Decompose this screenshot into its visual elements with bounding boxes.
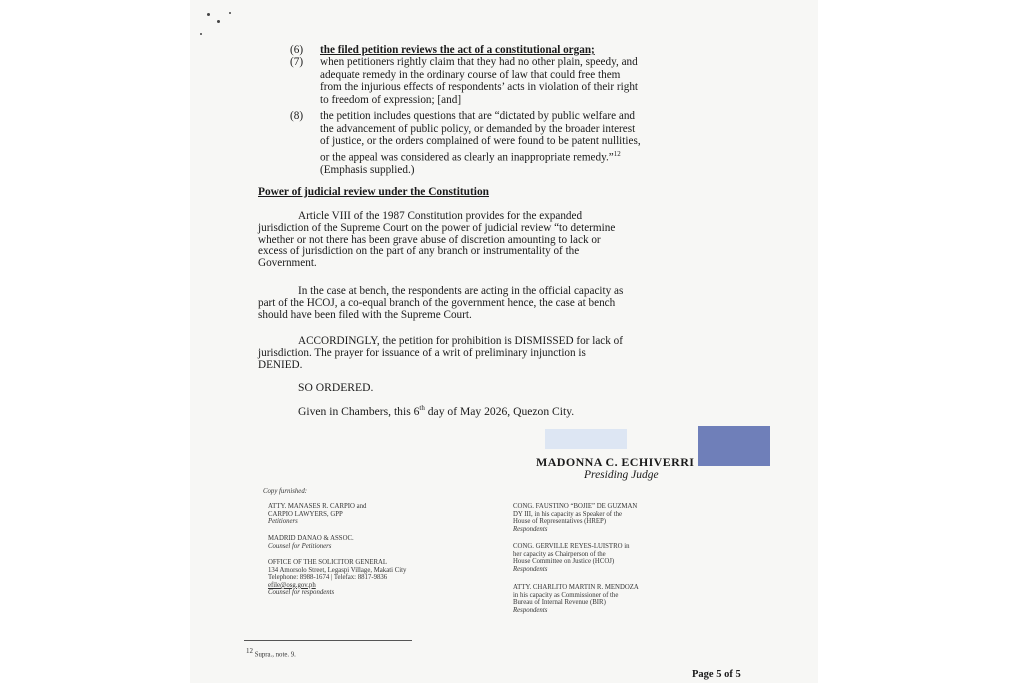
section-heading: Power of judicial review under the Constitution — [258, 186, 489, 198]
so-ordered: SO ORDERED. — [298, 381, 374, 394]
judge-title: Presiding Judge — [584, 469, 659, 481]
given-in-chambers — [298, 404, 574, 418]
paragraph-line: part of the HCOJ, a co-equal branch of the government hence, the case at bench — [258, 296, 616, 309]
page-number: Page 5 of 5 — [692, 669, 741, 680]
item-line: of justice, or the orders complained of were found to be patent nullities, — [320, 135, 641, 148]
copy-recipient-speaker — [513, 503, 753, 533]
recipient-line: 134 Amorsolo Street, Legaspi Village, Makati City — [268, 566, 407, 574]
scan-speck — [229, 12, 231, 14]
paragraph-line: ACCORDINGLY, the petition for prohibition is DISMISSED for lack of — [298, 335, 623, 347]
given-text-end: day of May 2026, Quezon City. — [424, 404, 575, 418]
recipient-line: CONG. FAUSTINO “BOJIE” DE GUZMAN — [513, 503, 638, 510]
recipient-line: DY III, in his capacity as Speaker of the — [513, 510, 623, 518]
ordinal-suffix: th — [419, 404, 425, 412]
item-text: the filed petition reviews the act of a constitutional organ; — [320, 44, 595, 56]
recipient-line: ATTY. MANASES R. CARPIO and — [268, 503, 367, 510]
redaction-box — [545, 429, 627, 449]
paragraph-line: excess of jurisdiction on the part of any branch or instrumentality of the — [258, 245, 580, 258]
recipient-line: MADRID DANAO & ASSOC. — [268, 535, 354, 542]
given-text: Given in Chambers, this 6 — [298, 404, 420, 418]
paragraph-accordingly — [258, 336, 758, 371]
item-line: or the appeal was considered as clearly an inappropriate remedy.” — [320, 151, 614, 164]
redaction-box — [698, 426, 770, 466]
paragraph-case-at-bench — [258, 286, 758, 321]
recipient-line: CONG. GERVILLE REYES-LUISTRO in — [513, 543, 630, 550]
item-line: from the injurious effects of respondents’ acts in violation of their right — [320, 81, 639, 94]
recipient-line: OFFICE OF THE SOLICITOR GENERAL — [268, 559, 388, 566]
recipient-line: Telephone: 8988-1674 | Telefax: 8817-9836 — [268, 574, 388, 582]
paragraph-line: Article VIII of the 1987 Constitution provides for the expanded — [298, 210, 583, 222]
item-line: adequate remedy in the ordinary course of law that could free them — [320, 68, 621, 81]
recipient-line: House of Representatives (HREP) — [513, 518, 607, 526]
paragraph-line: Government. — [258, 257, 317, 270]
copy-recipient-bir — [513, 584, 753, 614]
copy-recipient-counsel-petitioners — [268, 535, 508, 550]
footnote-number: 12 — [246, 647, 253, 655]
footnote — [246, 647, 296, 658]
recipient-role: Respondents — [513, 606, 548, 614]
scan-speck — [200, 33, 202, 35]
copy-recipient-petitioners — [268, 503, 508, 526]
recipient-line: her capacity as Chairperson of the — [513, 550, 606, 558]
recipient-role: Petitioners — [268, 518, 298, 526]
footnote-text: Supra., note. 9. — [254, 651, 296, 659]
recipient-email-link[interactable]: efile@osg.gov.ph — [268, 581, 316, 589]
paragraph-line: whether or not there has been grave abuse of discretion amounting to lack or — [258, 233, 601, 246]
item-line: the advancement of public policy, or demanded by the broader interest — [320, 122, 636, 135]
item-line: to freedom of expression; [and] — [320, 93, 462, 106]
paragraph-article-viii — [258, 211, 758, 270]
scan-speck — [217, 20, 220, 23]
footnote-divider — [244, 640, 412, 641]
recipient-line: ATTY. CHARLITO MARTIN R. MENDOZA — [513, 584, 639, 591]
item-number: (8) — [290, 110, 304, 122]
recipient-role: Counsel for respondents — [268, 589, 335, 597]
item-number: (7) — [290, 56, 304, 68]
paragraph-line: In the case at bench, the respondents are acting in the official capacity as — [298, 285, 624, 297]
recipient-line: CARPIO LAWYERS, GPP — [268, 510, 343, 518]
recipient-role: Counsel for Petitioners — [268, 542, 332, 550]
copy-furnished-label: Copy furnished: — [263, 488, 307, 495]
recipient-line: in his capacity as Commissioner of the — [513, 591, 619, 599]
paragraph-line: jurisdiction. The prayer for issuance of a writ of preliminary injunction is — [258, 346, 586, 359]
scan-speck — [207, 13, 210, 16]
recipient-role: Respondents — [513, 565, 548, 573]
paragraph-line: DENIED. — [258, 358, 303, 371]
recipient-line: House Committee on Justice (HCOJ) — [513, 558, 615, 566]
item-line: (Emphasis supplied.) — [320, 164, 415, 177]
paragraph-line: jurisdiction of the Supreme Court on the power of judicial review “to determine — [258, 221, 616, 234]
judge-name: MADONNA C. ECHIVERRI — [536, 455, 695, 469]
item-number: (6) — [290, 44, 304, 56]
copy-recipient-osg — [268, 559, 508, 597]
paragraph-line: should have been filed with the Supreme Court. — [258, 308, 472, 321]
recipient-role: Respondents — [513, 525, 548, 533]
item-line: the petition includes questions that are “dictated by public welfare and — [320, 110, 636, 122]
footnote-ref: 12 — [613, 149, 621, 158]
copy-recipient-hcoj — [513, 543, 753, 573]
item-line: when petitioners rightly claim that they had no other plain, speedy, and — [320, 56, 638, 68]
recipient-line: Bureau of Internal Revenue (BIR) — [513, 599, 606, 607]
